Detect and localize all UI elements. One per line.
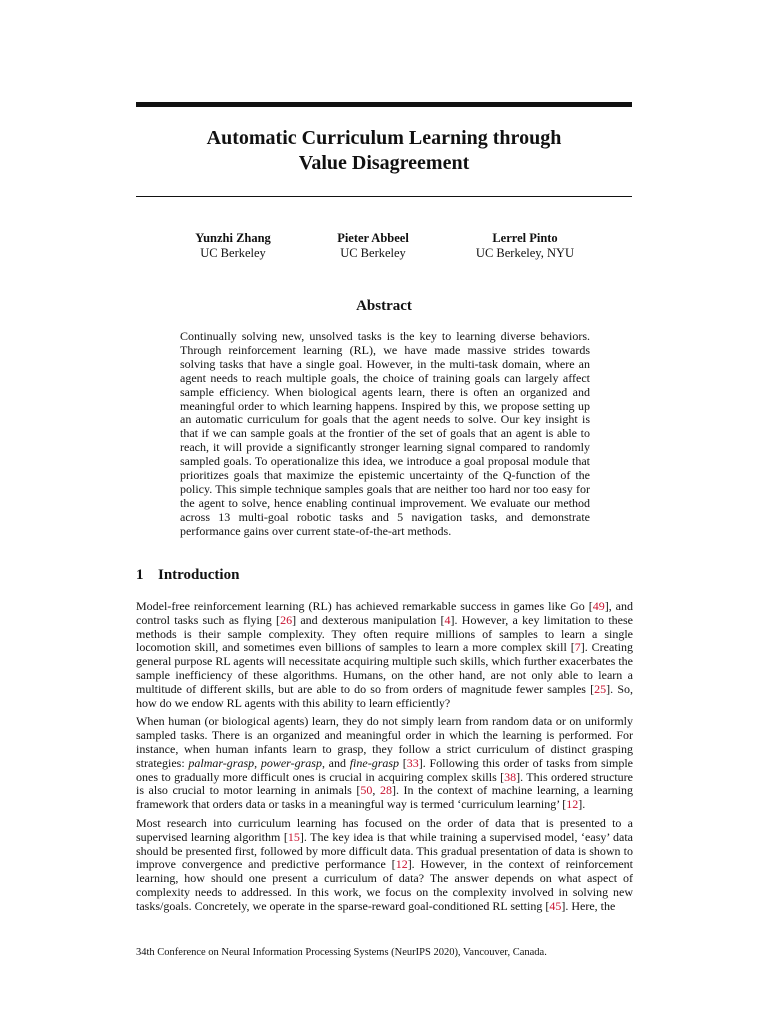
paragraph-text: ]. Following this order of tasks from simple ones to gradually more difficult ones is crucial in acquiring complex skills [ <box>136 755 634 784</box>
intro-paragraph-1 <box>136 600 633 710</box>
section-heading-introduction <box>136 566 632 584</box>
introduction-body <box>136 600 633 919</box>
paragraph-text: Model-free reinforcement learning (RL) has achieved remarkable success in games like Go [ <box>136 599 593 613</box>
paragraph-text: Most research into curriculum learning has focused on the order of data that is presented to a supervised learning algorithm [ <box>136 815 633 844</box>
citation-link[interactable]: 28 <box>379 783 392 798</box>
conference-footnote: 34th Conference on Neural Information Processing Systems (NeurIPS 2020), Vancouver, Canada. <box>136 947 547 958</box>
author-block <box>136 231 632 265</box>
citation-link[interactable]: 12 <box>566 797 579 812</box>
citation-link[interactable]: 33 <box>406 755 419 770</box>
paragraph-text: , <box>372 783 380 798</box>
title-line-2: Value Disagreement <box>298 152 470 174</box>
citation-link[interactable]: 26 <box>280 612 293 627</box>
citation-link[interactable]: 45 <box>549 898 562 913</box>
title-top-rule <box>136 102 632 107</box>
paragraph-text: ]. However, a key limitation to these methods is their sample complexity. They often require millions of samples to learn a single locomotion skill, and sometimes even billions of samples to learn a more complex skill [ <box>136 612 633 655</box>
paragraph-text: ]. In the context of machine learning, a learning framework that orders data or tasks in a meaningful way is termed ‘curriculum learning’ [ <box>136 783 633 812</box>
paragraph-text: [ <box>399 755 407 770</box>
italic-term: palmar-grasp <box>188 755 255 770</box>
paragraph-text: ]. However, in the context of reinforcement learning, how should one present a curriculum of data? The answer depends on what aspect of complexity needs to addressed. In this work, we focus on the complexity involved in solving new tasks/goals. Concretely, we operate in the sparse-reward goal-conditioned RL setting [ <box>136 857 634 913</box>
italic-term: fine-grasp <box>349 755 400 770</box>
title-bottom-rule <box>136 196 632 197</box>
citation-link[interactable]: 7 <box>574 640 581 655</box>
citation-link[interactable]: 25 <box>594 681 607 696</box>
author-name: Lerrel Pinto <box>492 231 558 245</box>
paragraph-text: ] and dexterous manipulation [ <box>292 612 445 627</box>
intro-paragraph-3 <box>136 817 633 914</box>
author-2 <box>298 231 448 261</box>
paragraph-text: ]. <box>578 797 586 812</box>
paragraph-text: ], and control tasks such as flying [ <box>136 599 633 627</box>
citation-link[interactable]: 50 <box>360 783 373 798</box>
paragraph-text: ]. Creating general purpose RL agents will necessitate acquiring multiple such skills, which further exacerbates the sample inefficiency of these algorithms. Humans, on the other hand, are not only able to learn a multitude of different skills, but are able to do so from orders of magnitude fewer samples [ <box>136 640 633 696</box>
author-name: Pieter Abbeel <box>337 231 409 245</box>
paragraph-text: , <box>254 755 261 770</box>
abstract-text: Continually solving new, unsolved tasks is the key to learning diverse behaviors. Through reinforcement learning (RL), we have made massive strides towards solving tasks that have a single goal. However, in the multi-task domain, where an agent needs to reach multiple goals, the choice of training goals can largely affect sample efficiency. When biological agents learn, there is often an organized and meaningful order to which learning happens. Inspired by this, we propose setting up an automatic curriculum for goals that the agent needs to solve. Our key insight is that if we can sample goals at the frontier of the set of goals that an agent is able to reach, it will provide a significantly stronger learning signal compared to randomly sampled goals. To operationalize this idea, we introduce a goal proposal module that prioritizes goals that maximize the epistemic uncertainty of the Q-function of the policy. This simple technique samples goals that are neither too hard nor too easy for the agent to solve, hence enabling continual improvement. We evaluate our method across 13 multi-goal robotic tasks and 5 navigation tasks, and demonstrate performance gains over current state-of-the-art methods. <box>180 329 590 538</box>
paragraph-text: ]. Here, the <box>561 898 616 913</box>
author-3 <box>450 231 600 261</box>
section-title: Introduction <box>158 567 240 583</box>
paragraph-text: ]. This ordered structure is also crucial to motor learning in animals [ <box>136 769 633 798</box>
italic-term: power-grasp <box>260 755 322 770</box>
citation-link[interactable]: 49 <box>592 599 605 613</box>
author-affiliation: UC Berkeley <box>340 246 406 260</box>
citation-link[interactable]: 38 <box>504 769 517 784</box>
author-affiliation: UC Berkeley <box>200 246 266 260</box>
paragraph-text: When human (or biological agents) learn, they do not simply learn from random data or on uniformly sampled tasks. There is an organized and meaningful order in which the learning is performed. For instance, when human infants learn to grasp, they follow a strict curriculum of distinct grasping strategies: <box>136 714 633 770</box>
title-line-1: Automatic Curriculum Learning through <box>206 127 562 149</box>
author-affiliation: UC Berkeley, NYU <box>475 246 575 260</box>
author-1 <box>158 231 308 261</box>
paper-title <box>136 126 632 176</box>
paragraph-text: , and <box>321 755 350 770</box>
paragraph-text: ]. So, how do we endow RL agents with this ability to learn efficiently? <box>136 681 633 710</box>
abstract-heading: Abstract <box>356 298 412 314</box>
citation-link[interactable]: 4 <box>444 612 451 627</box>
citation-link[interactable]: 12 <box>395 857 408 872</box>
author-name: Yunzhi Zhang <box>195 231 271 245</box>
section-number: 1 <box>136 567 144 583</box>
intro-paragraph-2 <box>136 715 633 812</box>
paragraph-text: ]. The key idea is that while training a supervised model, ‘easy’ data should be presented first, followed by more difficult data. This gradual presentation of data is shown to improve convergence and predictive performance [ <box>136 829 633 872</box>
citation-link[interactable]: 15 <box>287 829 300 844</box>
